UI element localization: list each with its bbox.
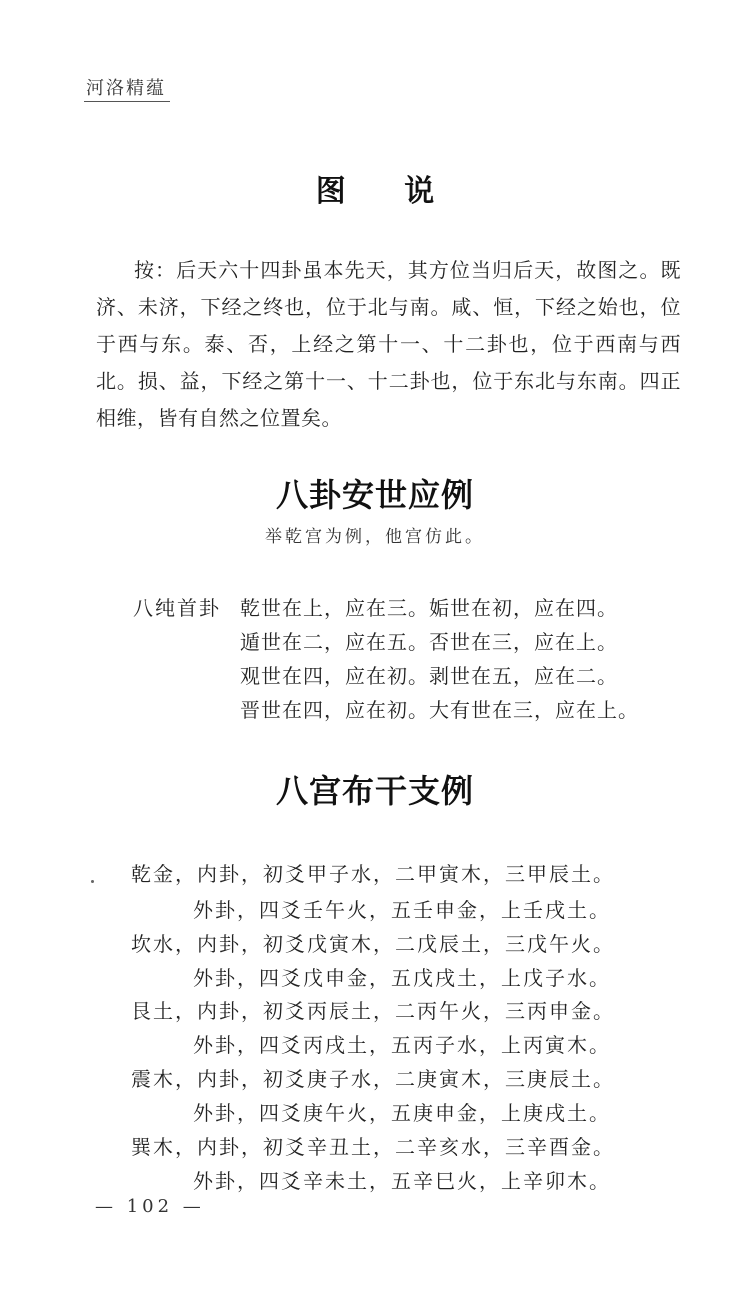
- ganzhi-line: 外卦，四爻戊申金，五戊戌土，上戊子水。: [193, 966, 611, 990]
- running-head: 河洛精蕴: [86, 78, 166, 99]
- section-title-shiying: 八卦安世应例: [275, 476, 474, 514]
- shiying-line: 观世在四，应在初。剥世在五，应在二。: [240, 664, 618, 688]
- ink-speck: [91, 880, 94, 883]
- section-title-tushuo: 图 说: [315, 174, 459, 209]
- ganzhi-line: 巽木，内卦，初爻辛丑土，二辛亥水，三辛酉金。: [131, 1135, 615, 1159]
- shiying-line: 遁世在二，应在五。否世在三，应在上。: [240, 630, 618, 654]
- shiying-line: 乾世在上，应在三。姤世在初，应在四。: [240, 596, 618, 620]
- ganzhi-line: 外卦，四爻壬午火，五壬申金，上壬戌土。: [193, 898, 611, 922]
- section-title-ganzhi: 八宫布干支例: [275, 772, 474, 810]
- ganzhi-line: 外卦，四爻辛未土，五辛巳火，上辛卯木。: [193, 1169, 611, 1193]
- section-note: 举乾宫为例，他宫仿此。: [265, 527, 485, 547]
- shiying-line: 晋世在四，应在初。大有世在三，应在上。: [240, 698, 639, 722]
- running-head-rule: [84, 101, 170, 102]
- ganzhi-line: 乾金，内卦，初爻甲子水，二甲寅木，三甲辰土。: [131, 862, 615, 886]
- ganzhi-line: 外卦，四爻庚午火，五庚申金，上庚戌土。: [193, 1101, 611, 1125]
- page-number: — 102 —: [95, 1196, 205, 1217]
- ganzhi-line: 坎水，内卦，初爻戊寅木，二戊辰土，三戊午火。: [131, 932, 615, 956]
- ganzhi-line: 艮土，内卦，初爻丙辰土，二丙午火，三丙申金。: [131, 999, 615, 1023]
- ganzhi-line: 震木，内卦，初爻庚子水，二庚寅木，三庚辰土。: [131, 1067, 615, 1091]
- intro-paragraph: 按：后天六十四卦虽本先天，其方位当归后天，故图之。既济、未济，下经之终也，位于北与南。咸、恒，下经之始也，位于西与东。泰、否，上经之第十一、十二卦也，位于西南与西北。损、益，下经之第十一、十二卦也，位于东北与东南。四正相维，皆有自然之位置矣。: [96, 258, 681, 430]
- ganzhi-line: 外卦，四爻丙戌土，五丙子水，上丙寅木。: [193, 1033, 611, 1057]
- bachun-label: 八纯首卦: [133, 596, 221, 620]
